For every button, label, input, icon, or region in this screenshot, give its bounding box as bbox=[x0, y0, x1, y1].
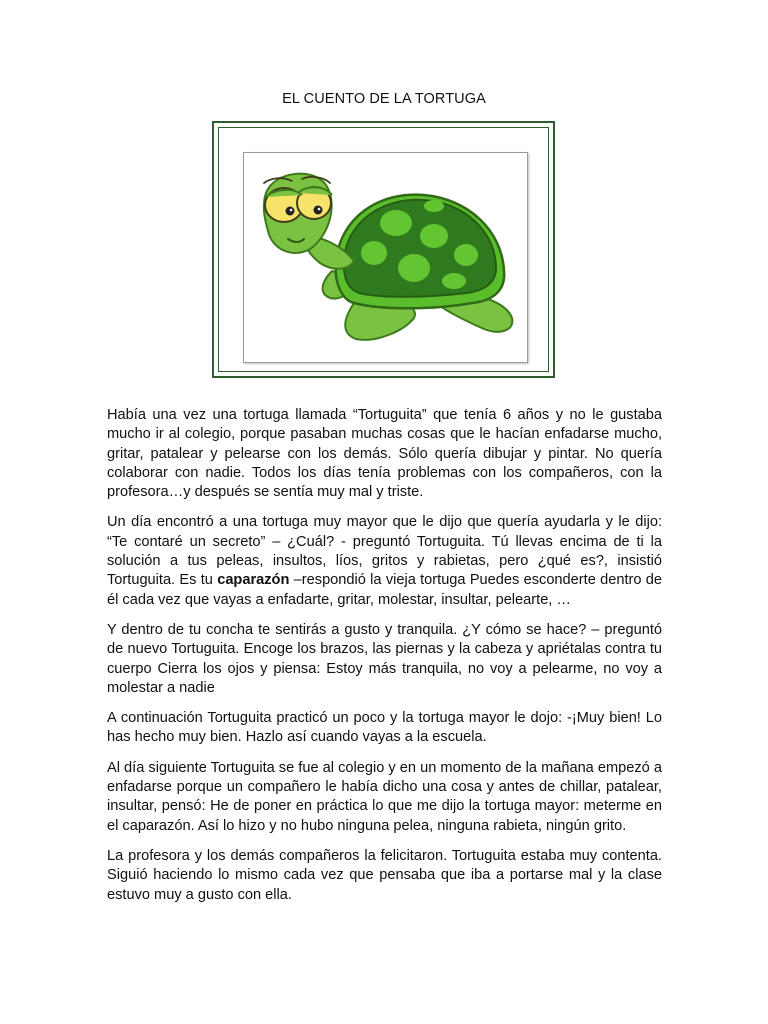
paragraph-4: A continuación Tortuguita practicó un poco y la tortuga mayor le dojo: -¡Muy bien! Lo has hecho muy bien. Hazlo así cuando vayas a la escuela. bbox=[107, 710, 662, 746]
paragraph-2-start: Un día encontró a una tortuga muy mayor que le dijo que quería ayudarla y le dijo: “Te contaré un secreto” – ¿Cuál? - preguntó Tortuguita. Tú llevas encima de ti la solución a tus peleas, insultos, líos, gritos y rabietas, pero ¿qué es?, insistió Tortuguita. Es tu bbox=[107, 514, 662, 589]
page-title: EL CUENTO DE LA TORTUGA bbox=[282, 91, 486, 107]
turtle-icon bbox=[244, 153, 529, 364]
paragraph-2-bold-word: caparazón bbox=[217, 572, 290, 589]
story-text bbox=[107, 406, 662, 916]
paragraph-3: Y dentro de tu concha te sentirás a gusto y tranquila. ¿Y cómo se hace? – preguntó de nuevo Tortuguita. Encoge los brazos, las piernas y la cabeza y apriétalas contra tu cuerpo Cierra los ojos y piensa: Estoy más tranquila, no voy a pelearme, no voy a molestar a nadie bbox=[107, 621, 662, 696]
paragraph-6: La profesora y los demás compañeros la felicitaron. Tortuguita estaba muy contenta. Siguió haciendo lo mismo cada vez que pensaba que iba a portarse mal y la clase estuvo muy a gusto con ella. bbox=[107, 847, 662, 903]
illustration-image bbox=[243, 152, 528, 363]
paragraph-5: Al día siguiente Tortuguita se fue al colegio y en un momento de la mañana empezó a enfadarse porque un compañero le había dicho una cosa y antes de chillar, patalear, insultar, pensó: He de poner en práctica lo que me dijo la tortuga mayor: meterme en el caparazón. Así lo hizo y no hubo ninguna pelea, ninguna rabieta, ningún grito. bbox=[107, 759, 662, 834]
paragraph-2-end: –respondió la vieja tortuga Puedes esconderte dentro de él cada vez que vayas a enfadarte, gritar, molestar, insultar, pelearte, … bbox=[107, 572, 662, 608]
paragraph-2 bbox=[107, 513, 662, 609]
paragraph-1: Había una vez una tortuga llamada “Tortuguita” que tenía 6 años y no le gustaba mucho ir al colegio, porque pasaban muchas cosas que le hacían enfadarse mucho, gritar, patalear y pelearse con los demás. Sólo quería dibujar y pintar. No quería colaborar con nadie. Todos los días tenía problemas con los compañeros, con la profesora…y después se sentía muy mal y triste. bbox=[107, 407, 662, 501]
